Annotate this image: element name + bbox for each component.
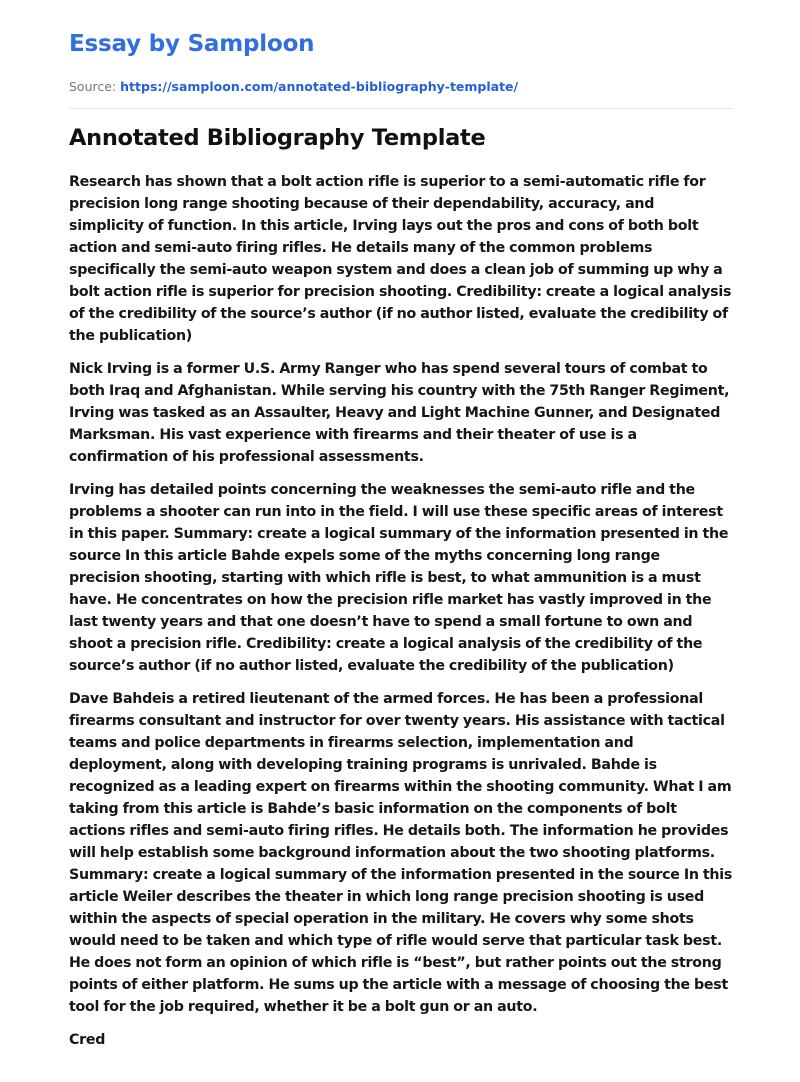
paragraph: Research has shown that a bolt action rifle is superior to a semi-automatic rifle for precision long range shooting because of their dependability, accuracy, and simplicity of function. In this article, Irving lays out the pros and cons of both bolt action and semi-auto firing rifles. He details many of the common problems specifically the semi-auto weapon system and does a clean job of summing up why a bolt action rifle is superior for precision shooting. Credibility: create a logical analysis of the credibility of the source’s author (if no author listed, evaluate the credibility of the publication) bbox=[69, 174, 732, 344]
paragraph: Cred bbox=[69, 1032, 106, 1048]
document-page bbox=[69, 0, 733, 1062]
source-label: Source: bbox=[69, 79, 117, 94]
source-link[interactable]: https://samploon.com/annotated-bibliography-template/ bbox=[120, 79, 519, 94]
paragraph: Irving has detailed points concerning the weaknesses the semi-auto rifle and the problems a shooter can run into in the field. I will use these specific areas of interest in this paper. Summary: create a logical summary of the information presented in the source In this article Bahde expels some of the myths concerning long range precision shooting, starting with which rifle is best, to what ammunition is a must have. He concentrates on how the precision rifle market has vastly improved in the last twenty years and that one doesn’t have to spend a small fortune to own and shoot a precision rifle. Credibility: create a logical analysis of the credibility of the source’s author (if no author listed, evaluate the credibility of the publication) bbox=[69, 482, 729, 674]
paragraph: Dave Bahdeis a retired lieutenant of the armed forces. He has been a professional firearms consultant and instructor for over twenty years. His assistance with tactical teams and police departments in firearms selection, implementation and deployment, along with developing training programs is unrivaled. Bahde is recognized as a leading expert on firearms within the shooting community. What I am taking from this article is Bahde’s basic information on the components of bolt actions rifles and semi-auto firing rifles. He details both. The information he provides will help establish some background information about the two shooting platforms. Summary: create a logical summary of the information presented in the source In this article Weiler describes the theater in which long range precision shooting is used within the aspects of special operation in the military. He covers why some shots would need to be taken and which type of rifle would serve that particular task best. He does not form an opinion of which rifle is “best”, but rather points out the strong points of either platform. He sums up the article with a message of choosing the best tool for the job required, whether it be a bolt gun or an auto. bbox=[69, 691, 733, 1015]
divider bbox=[69, 108, 733, 109]
site-brand[interactable]: Essay by Samploon bbox=[69, 31, 315, 57]
article-body bbox=[69, 171, 733, 1051]
source-line bbox=[69, 78, 733, 96]
paragraph: Nick Irving is a former U.S. Army Ranger who has spend several tours of combat to both Iraq and Afghanistan. While serving his country with the 75th Ranger Regiment, Irving was tasked as an Assaulter, Heavy and Light Machine Gunner, and Designated Marksman. His vast experience with firearms and their theater of use is a confirmation of his professional assessments. bbox=[69, 361, 730, 465]
page-title: Annotated Bibliography Template bbox=[69, 125, 486, 151]
